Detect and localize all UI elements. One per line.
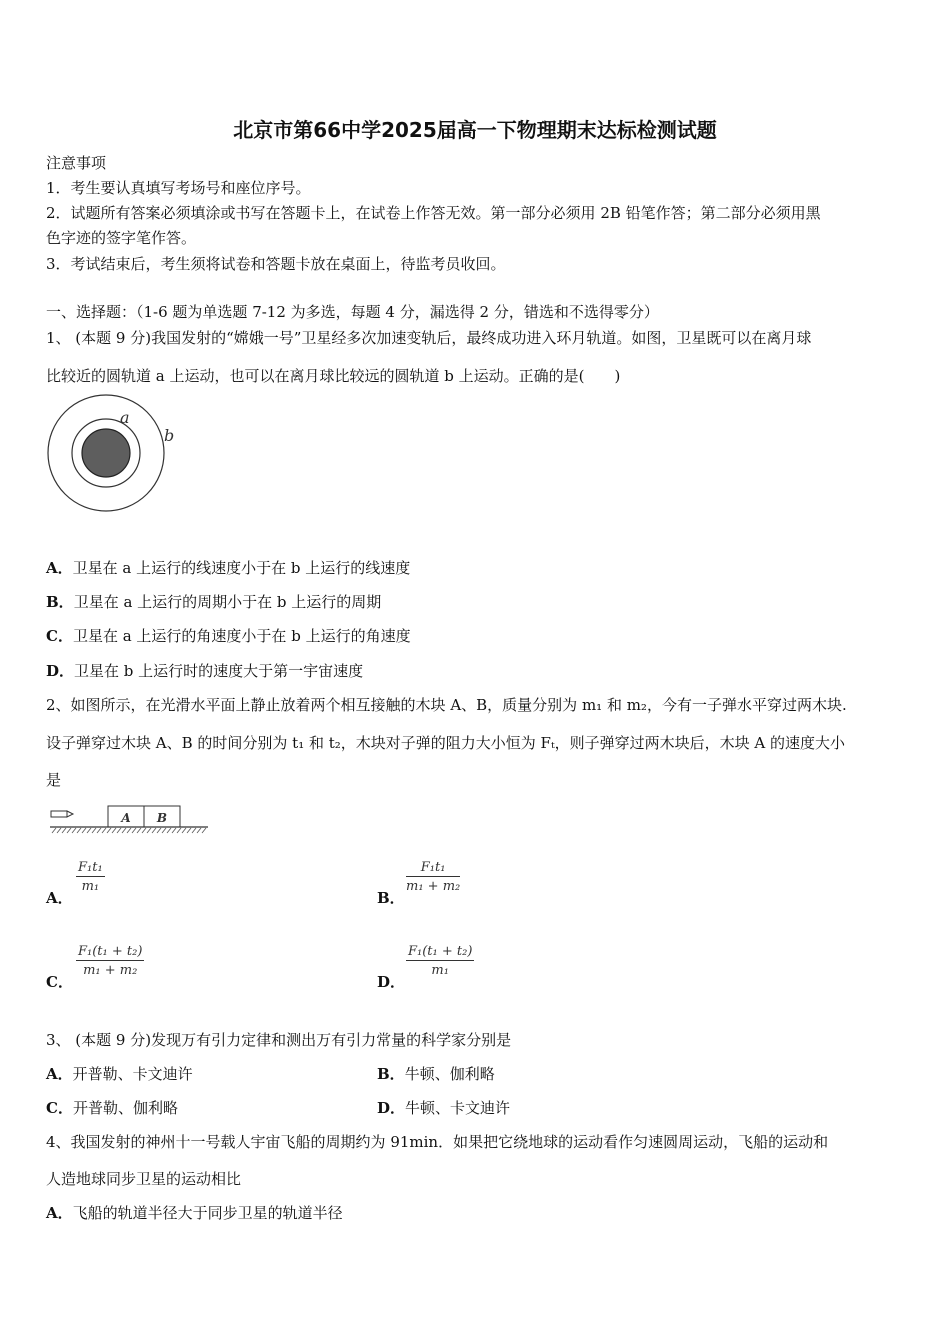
q2-option-d-label[interactable]: D． [377, 973, 406, 991]
notice-heading: 注意事项 [46, 154, 107, 172]
q4-stem-line2: 人造地球同步卫星的运动相比 [46, 1170, 242, 1188]
q3-option-d[interactable]: D．牛顿、卡文迪许 [377, 1099, 511, 1117]
q2-option-b-label[interactable]: B． [377, 889, 405, 907]
q4-option-a[interactable]: A．飞船的轨道半径大于同步卫星的轨道半径 [46, 1204, 343, 1222]
q2-option-a-fraction[interactable]: F₁t₁ m₁ [78, 860, 103, 894]
bullet [51, 811, 67, 817]
moon [82, 429, 130, 477]
q1-stem-line2: 比较近的圆轨道 a 上运动，也可以在离月球比较远的圆轨道 b 上运动。正确的是( ) [46, 367, 621, 385]
notice-item: 3．考试结束后，考生须将试卷和答题卡放在桌面上，待监考员收回。 [46, 255, 506, 273]
notice-item: 1．考生要认真填写考场号和座位序号。 [46, 179, 311, 197]
q2-option-b-fraction[interactable]: F₁t₁ m₁ + m₂ [406, 860, 461, 894]
orbit-figure [44, 394, 184, 514]
q2-option-c-label[interactable]: C． [46, 973, 73, 991]
blocks-figure [48, 803, 210, 837]
q2-option-d-fraction[interactable]: F₁(t₁ + t₂) m₁ [408, 944, 473, 978]
q1-option-a[interactable]: A．卫星在 a 上运行的线速度小于在 b 上运行的线速度 [46, 559, 411, 577]
q1-option-d[interactable]: D．卫星在 b 上运行时的速度大于第一宇宙速度 [46, 662, 364, 680]
q2-stem-line3: 是 [46, 771, 62, 789]
q1-option-b[interactable]: B．卫星在 a 上运行的周期小于在 b 上运行的周期 [46, 593, 382, 611]
orbit-label-a: a [120, 408, 130, 427]
section-heading: 一、选择题：（1-6 题为单选题 7-12 为多选，每题 4 分，漏选得 2 分，错选和不选得零分） [46, 303, 659, 321]
notice-item: 2．试题所有答案必须填涂或书写在答题卡上，在试卷上作答无效。第一部分必须用 2B 铅笔作答；第二部分必须用黑 [46, 204, 821, 222]
q2-option-c-fraction[interactable]: F₁(t₁ + t₂) m₁ + m₂ [78, 944, 143, 978]
block-a-label: A [121, 811, 131, 825]
q3-option-b[interactable]: B．牛顿、伽利略 [377, 1065, 495, 1083]
q3-option-a[interactable]: A．开普勒、卡文迪许 [46, 1065, 193, 1083]
q1-option-c[interactable]: C．卫星在 a 上运行的角速度小于在 b 上运行的角速度 [46, 627, 411, 645]
orbit-label-b: b [164, 426, 175, 445]
q2-stem-line2: 设子弹穿过木块 A、B 的时间分别为 t₁ 和 t₂，木块对子弹的阻力大小恒为 Fₜ，则子弹穿过两木块后，木块 A 的速度大小 [46, 734, 846, 752]
q2-stem-line1: 2、如图所示，在光滑水平面上静止放着两个相互接触的木块 A、B，质量分别为 m₁ 和 m₂，今有一子弹水平穿过两木块. [46, 696, 847, 714]
block-b-label: B [156, 811, 168, 825]
q4-stem-line1: 4、我国发射的神州十一号载人宇宙飞船的周期约为 91min．如果把它绕地球的运动看作匀速圆周运动，飞船的运动和 [46, 1133, 829, 1151]
q3-option-c[interactable]: C．开普勒、伽利略 [46, 1099, 178, 1117]
q2-option-a-label[interactable]: A． [46, 889, 73, 907]
notice-item: 色字迹的签字笔作答。 [46, 229, 197, 247]
page-title: 北京市第66中学2025届高一下物理期末达标检测试题 [233, 118, 717, 142]
q1-stem-line1: 1、 (本题 9 分)我国发射的“嫦娥一号”卫星经多次加速变轨后，最终成功进入环月轨道。如图，卫星既可以在离月球 [46, 329, 812, 347]
q3-stem: 3、 (本题 9 分)发现万有引力定律和测出万有引力常量的科学家分别是 [46, 1031, 512, 1049]
